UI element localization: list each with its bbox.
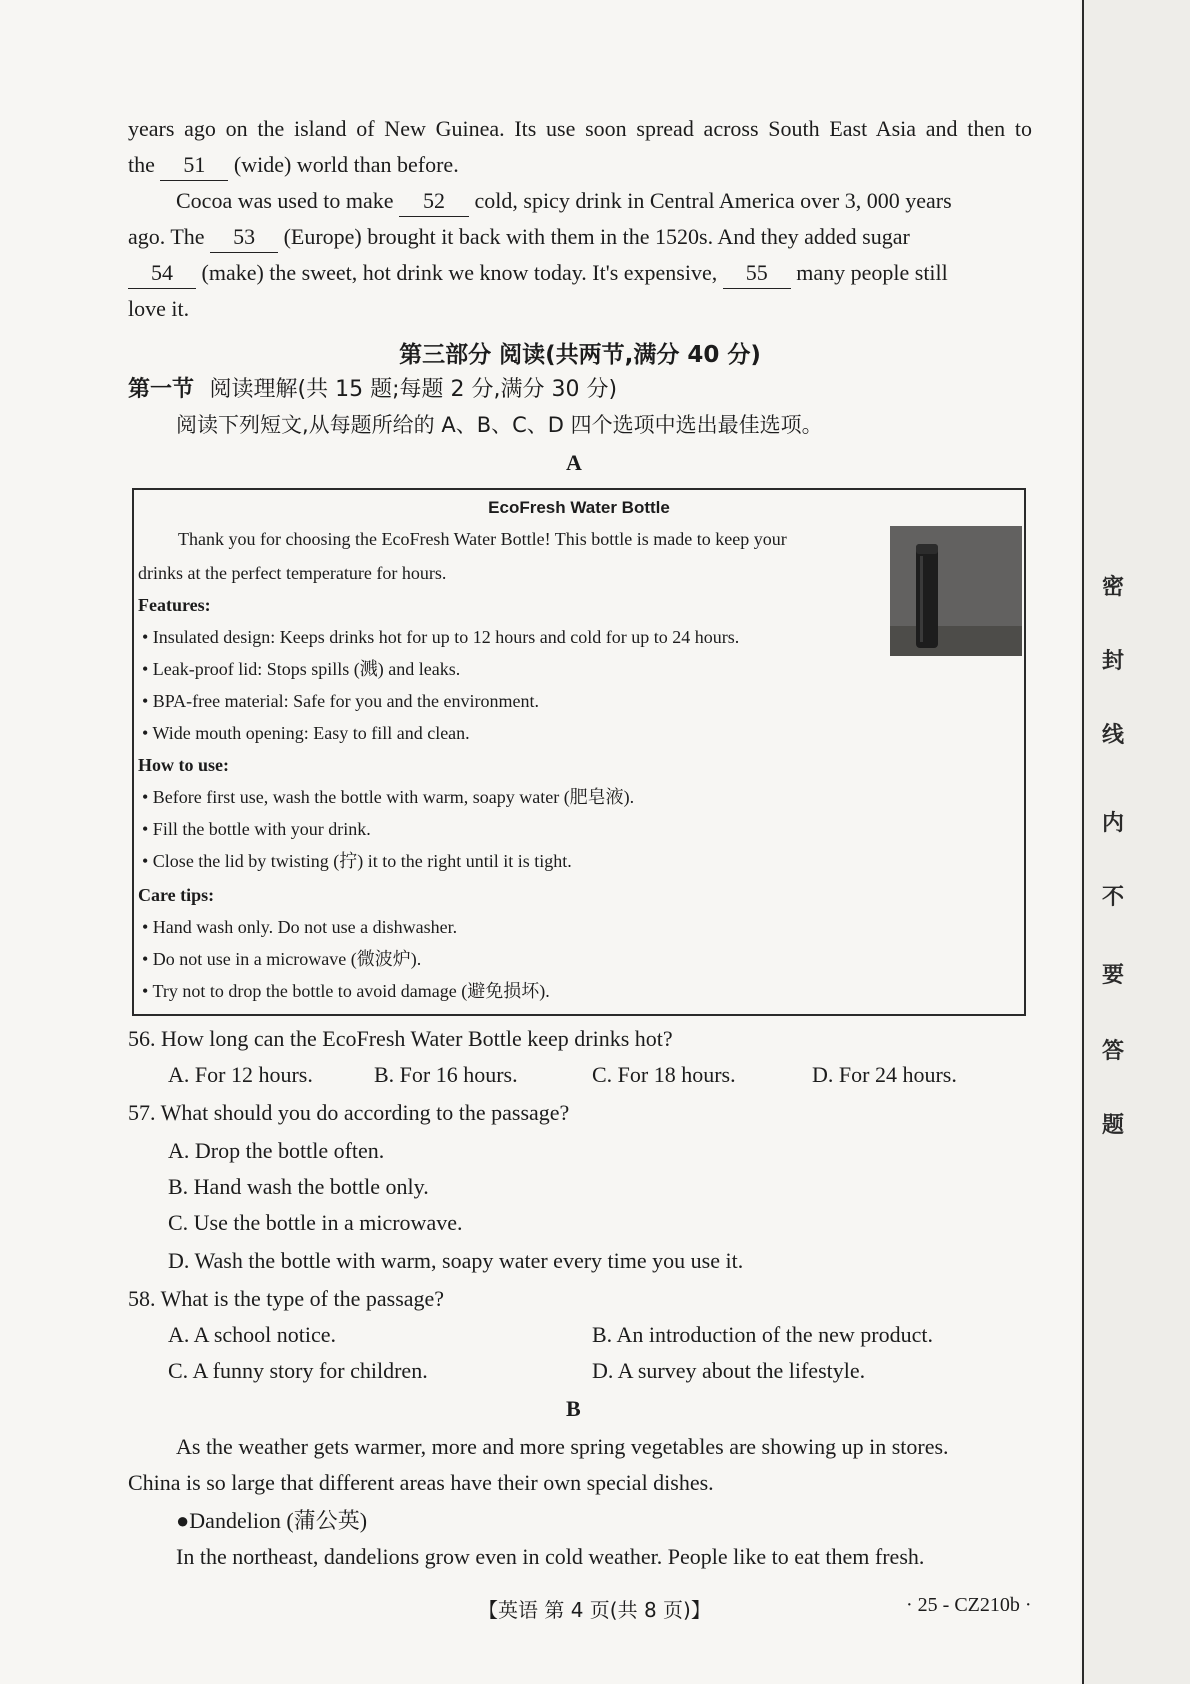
passage-b-line-1: As the weather gets warmer, more and more spring vegetables are showing up in stores. — [176, 1434, 949, 1459]
part-3-title: 第三部分 阅读(共两节,满分 40 分) — [399, 342, 761, 368]
page-footer: 【英语 第 4 页(共 8 页)】 — [478, 1598, 711, 1622]
box-intro-1: Thank you for choosing the EcoFresh Water Bottle! This bottle is made to keep your — [178, 529, 787, 549]
seal-char: 内 — [1101, 811, 1124, 836]
feature-item: • Leak-proof lid: Stops spills (溅) and leaks. — [142, 659, 461, 679]
option-57-b: B. Hand wash the bottle only. — [168, 1174, 429, 1199]
care-item: • Do not use in a microwave (微波炉). — [142, 949, 422, 969]
box-intro-2: drinks at the perfect temperature for hours. — [138, 563, 447, 583]
seal-margin — [1082, 0, 1190, 1684]
option-56-c: C. For 18 hours. — [592, 1062, 736, 1087]
page-code: · 25 - CZ210b · — [906, 1594, 1032, 1616]
option-57-d: D. Wash the bottle with warm, soapy water every time you use it. — [168, 1248, 744, 1273]
question-56: 56. How long can the EcoFresh Water Bottle keep drinks hot? — [128, 1026, 673, 1051]
care-item: • Hand wash only. Do not use a dishwasher. — [142, 917, 458, 937]
blank-52: 52 — [399, 186, 469, 217]
seal-char: 要 — [1101, 963, 1124, 988]
blank-55: 55 — [723, 258, 791, 289]
intro-line-1: years ago on the island of New Guinea. Its use soon spread across South East Asia and then to — [128, 116, 1032, 141]
howto-item: • Fill the bottle with your drink. — [142, 819, 371, 839]
option-58-b: B. An introduction of the new product. — [592, 1322, 933, 1347]
option-57-c: C. Use the bottle in a microwave. — [168, 1210, 463, 1235]
howto-item: • Before first use, wash the bottle with warm, soapy water (肥皂液). — [142, 787, 635, 807]
section-1-instruction: 阅读下列短文,从每题所给的 A、B、C、D 四个选项中选出最佳选项。 — [176, 413, 823, 437]
intro-line-5 — [128, 258, 1032, 289]
option-57-a: A. Drop the bottle often. — [168, 1138, 385, 1163]
blank-53: 53 — [210, 222, 278, 253]
intro-text: the — [128, 152, 155, 177]
option-58-d: D. A survey about the lifestyle. — [592, 1358, 866, 1383]
bottle-photo — [890, 526, 1022, 656]
intro-text: ago. The — [128, 224, 205, 249]
blank-51: 51 — [160, 150, 228, 181]
section-1-title: 第一节 — [128, 377, 195, 402]
intro-text: many people still — [796, 260, 948, 285]
option-56-b: B. For 16 hours. — [374, 1062, 518, 1087]
passage-b-item-line-1: In the northeast, dandelions grow even in cold weather. People like to eat them fresh. — [176, 1544, 925, 1569]
feature-item: • Insulated design: Keeps drinks hot for up to 12 hours and cold for up to 24 hours. — [142, 627, 740, 647]
water-bottle-icon — [890, 526, 1022, 656]
care-item: • Try not to drop the bottle to avoid damage (避免损坏). — [142, 981, 550, 1001]
intro-text: Cocoa was used to make — [176, 188, 394, 213]
option-56-d: D. For 24 hours. — [812, 1062, 957, 1087]
intro-text: (wide) world than before. — [233, 152, 459, 177]
intro-line-4 — [128, 222, 1032, 253]
passage-a-box — [132, 488, 1026, 1016]
section-1-heading — [128, 374, 617, 405]
blank-54: 54 — [128, 258, 196, 289]
section-1-subtitle: 阅读理解(共 15 题;每题 2 分,满分 30 分) — [209, 377, 618, 402]
feature-item: • BPA-free material: Safe for you and the environment. — [142, 691, 540, 711]
intro-text: cold, spicy drink in Central America over 3, 000 years — [474, 188, 952, 213]
intro-line-3 — [176, 186, 1032, 217]
care-heading: Care tips: — [138, 885, 215, 905]
passage-a-label: A — [566, 450, 582, 475]
intro-line-2 — [128, 150, 459, 181]
feature-item: • Wide mouth opening: Easy to fill and clean. — [142, 723, 470, 743]
option-58-a: A. A school notice. — [168, 1322, 337, 1347]
box-title: EcoFresh Water Bottle — [488, 498, 670, 517]
question-57: 57. What should you do according to the passage? — [128, 1100, 570, 1125]
passage-b-item-heading: ●Dandelion (蒲公英) — [176, 1508, 368, 1533]
seal-char: 题 — [1101, 1113, 1124, 1138]
passage-b-label: B — [566, 1396, 581, 1421]
seal-char: 封 — [1101, 649, 1124, 674]
howto-item: • Close the lid by twisting (拧) it to the right until it is tight. — [142, 851, 572, 871]
passage-b-line-2: China is so large that different areas have their own special dishes. — [128, 1470, 714, 1495]
intro-text: (make) the sweet, hot drink we know today. It's expensive, — [201, 260, 718, 285]
option-58-c: C. A funny story for children. — [168, 1358, 428, 1383]
features-heading: Features: — [138, 595, 211, 615]
intro-text: (Europe) brought it back with them in the 1520s. And they added sugar — [283, 224, 910, 249]
seal-char: 答 — [1101, 1039, 1124, 1064]
option-56-a: A. For 12 hours. — [168, 1062, 313, 1087]
question-58: 58. What is the type of the passage? — [128, 1286, 445, 1311]
howto-heading: How to use: — [138, 755, 229, 775]
intro-line-6: love it. — [128, 296, 190, 321]
seal-char: 不 — [1101, 885, 1124, 910]
seal-char: 线 — [1101, 723, 1124, 748]
seal-char: 密 — [1101, 575, 1124, 600]
